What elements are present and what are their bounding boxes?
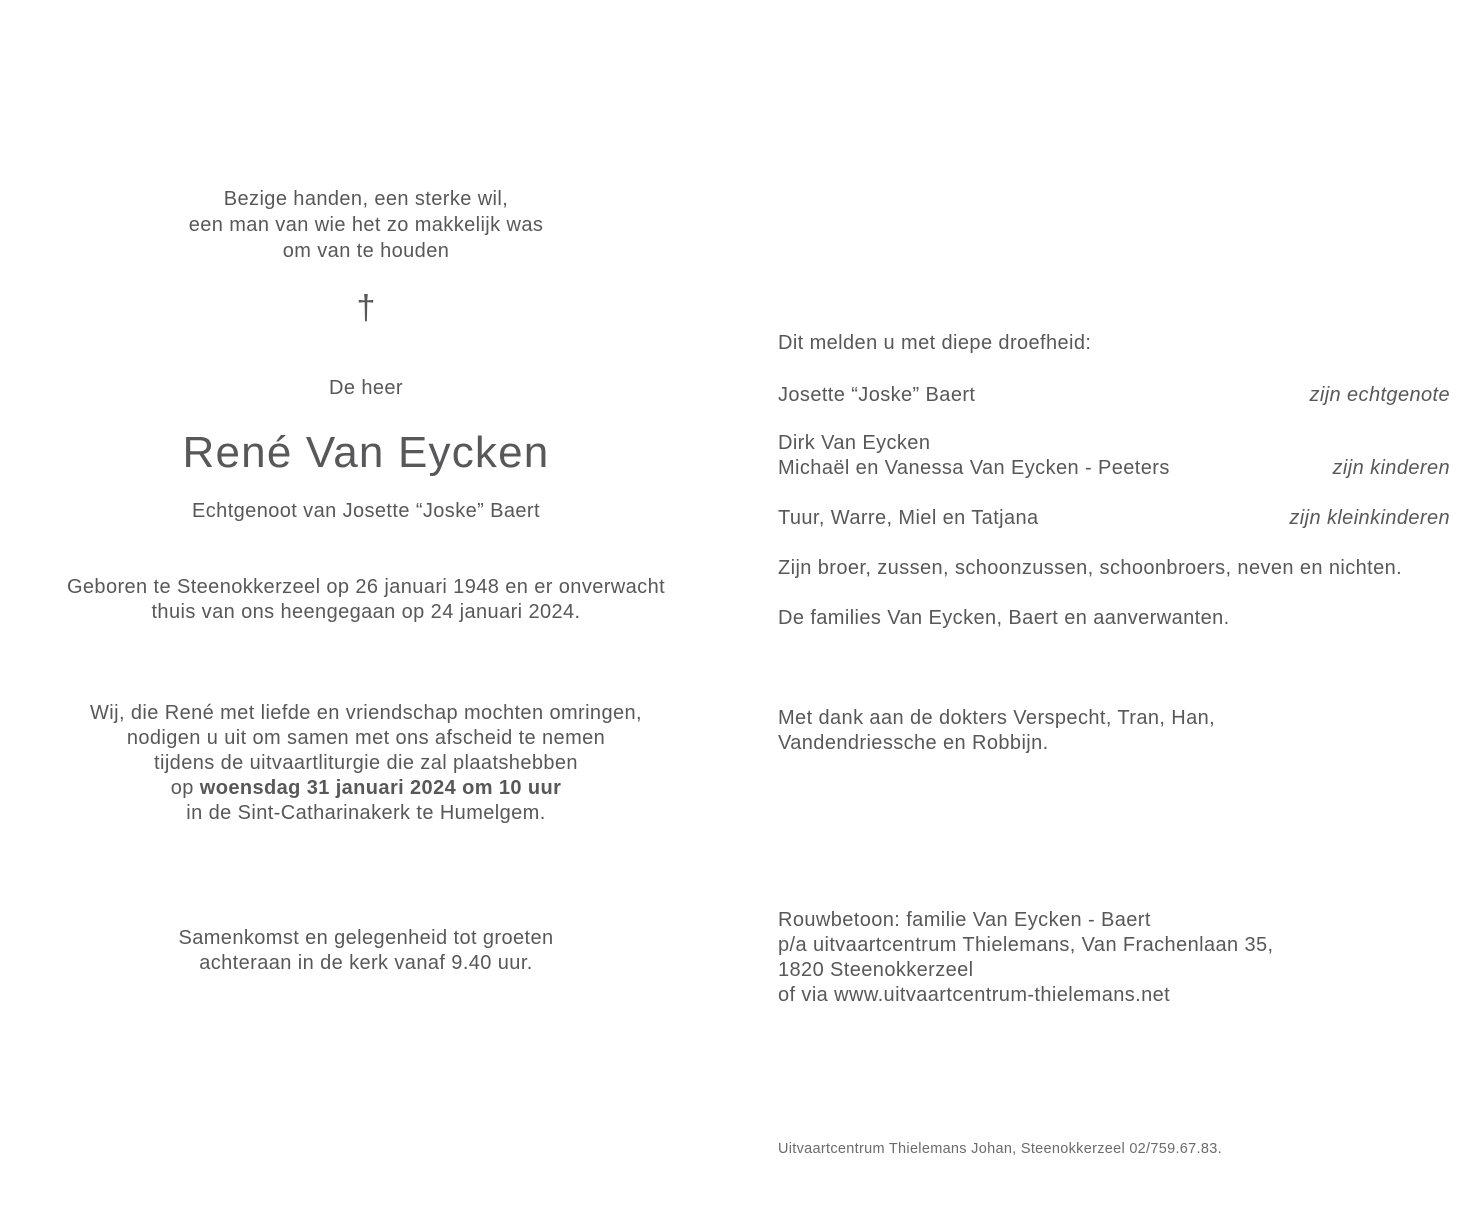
family-name-line: Dirk Van Eycken [778,432,931,454]
family-row [778,383,1450,408]
ceremony-prefix: op [170,777,200,799]
condolence-address [778,908,1450,1008]
family-names [778,431,1170,481]
thanks-text [778,706,1450,756]
gathering-line: Samenkomst en gelegenheid tot groeten [178,927,554,949]
thanks-line: Vandendriessche en Robbijn. [778,732,1049,754]
funeral-home-footer: Uitvaartcentrum Thielemans Johan, Steenokkerzeel 02/759.67.83. [778,1141,1222,1157]
invitation-line: Wij, die René met liefde en vriendschap mochten omringen, [90,702,642,724]
family-name-line: Michaël en Vanessa Van Eycken - Peeters [778,457,1170,479]
birth-death-text [36,575,696,625]
family-row [778,431,1450,481]
family-names [778,506,1039,531]
family-row [778,506,1450,531]
invitation-line: nodigen u uit om samen met ons afscheid te nemen [126,727,606,749]
families-line: De families Van Eycken, Baert en aanverwanten. [778,607,1230,629]
birth-death-line: Geboren te Steenokkerzeel op 26 januari 1948 en er onverwacht [66,576,666,598]
deceased-name: René Van Eycken [182,428,550,477]
condolence-line: of via www.uitvaartcentrum-thielemans.net [778,984,1171,1006]
salutation: De heer [329,377,403,399]
family-names [778,383,975,408]
invitation-text [36,701,696,826]
family-name-line: Tuur, Warre, Miel en Tatjana [778,507,1039,529]
verse [36,186,696,264]
invitation-line: tijdens de uitvaartliturgie die zal plaatshebben [154,752,578,774]
verse-line: een man van wie het zo makkelijk was [188,214,544,236]
condolence-line: p/a uitvaartcentrum Thielemans, Van Frachenlaan 35, [778,934,1274,956]
family-role: zijn kleinkinderen [1289,507,1450,529]
announcement-intro: Dit melden u met diepe droefheid: [778,332,1092,354]
ceremony-location: in de Sint-Catharinakerk te Humelgem. [186,802,546,824]
cross-icon: † [356,289,376,327]
family-role: zijn kinderen [1332,457,1450,479]
verse-line: Bezige handen, een sterke wil, [223,188,509,210]
relatives-line: Zijn broer, zussen, schoonzussen, schoonbroers, neven en nichten. [778,557,1403,579]
condolence-line: Rouwbetoon: familie Van Eycken - Baert [778,909,1151,931]
family-role: zijn echtgenote [1309,384,1450,406]
family-name-line: Josette “Joske” Baert [778,384,976,406]
gathering-line: achteraan in de kerk vanaf 9.40 uur. [199,952,533,974]
ceremony-line [36,776,696,801]
birth-death-line: thuis van ons heengegaan op 24 januari 2024. [151,601,581,623]
ceremony-date: woensdag 31 januari 2024 om 10 uur [199,777,562,799]
verse-line: om van te houden [282,240,450,262]
condolence-line: 1820 Steenokkerzeel [778,959,974,981]
spouse-line: Echtgenoot van Josette “Joske” Baert [192,500,540,522]
thanks-line: Met dank aan de dokters Verspecht, Tran, Han, [778,707,1216,729]
gathering-text [36,926,696,976]
